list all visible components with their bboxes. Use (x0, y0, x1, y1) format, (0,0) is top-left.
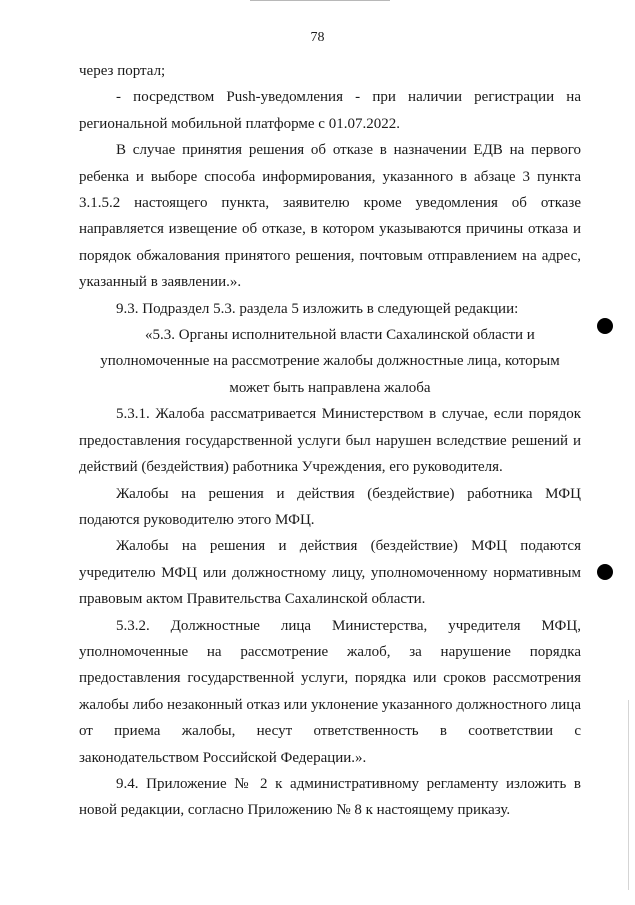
paragraph-portal: через портал; (79, 63, 166, 79)
document-body (79, 58, 581, 824)
hole-punch-mark (597, 318, 613, 334)
page-number: 78 (310, 30, 325, 45)
paragraph-9-3: 9.3. Подраздел 5.3. раздела 5 изложить в следующей редакции: (116, 300, 519, 317)
section-heading-line-2: уполномоченные на рассмотрение жалобы должностные лица, которым может быть направлена жалоба (100, 353, 560, 396)
scan-artifact-right (628, 700, 629, 890)
hole-punch-mark (597, 564, 613, 580)
paragraph-refusal-notice: В случае принятия решения об отказе в назначении ЕДВ на первого ребенка и выборе способа информирования, указанного в абзаце 3 пункта 3.1.5.2 настоящего пункта, заявителю кроме уведомления об отказе направляется извещение об отказе, в котором указываются причины отказа и порядок обжалования принятого решения, почтовым отправлением на адрес, указанный в заявлении.». (79, 142, 581, 291)
paragraph-5-3-2: 5.3.2. Должностные лица Министерства, учредителя МФЦ, уполномоченные на рассмотрение жалоб, за нарушение порядка предоставления государственной услуги, порядка или сроков рассмотрения жалобы либо незаконный отказ или уклонение указанного должностного лица от приема жалобы, несут ответственность в соответствии с законодательством Российской Федерации.». (79, 617, 581, 766)
section-heading-line-1: «5.3. Органы исполнительной власти Сахалинской области и (145, 327, 535, 344)
paragraph-5-3-1: 5.3.1. Жалоба рассматривается Министерством в случае, если порядок предоставления государственной услуги был нарушен вследствие решений и действий (бездействия) работника Учреждения, его руководителя. (79, 406, 581, 476)
paragraph-mfc-worker-complaints: Жалобы на решения и действия (бездействие) работника МФЦ подаются руководителю этого МФЦ. (79, 485, 581, 528)
paragraph-push-notification: - посредством Push-уведомления - при наличии регистрации на региональной мобильной платформе с 01.07.2022. (79, 89, 581, 132)
scan-artifact-top (250, 0, 390, 1)
paragraph-mfc-complaints: Жалобы на решения и действия (бездействие) МФЦ подаются учредителю МФЦ или должностному лицу, уполномоченному нормативным правовым актом Правительства Сахалинской области. (79, 538, 581, 608)
paragraph-9-4: 9.4. Приложение № 2 к административному регламенту изложить в новой редакции, согласно Приложению № 8 к настоящему приказу. (79, 775, 581, 819)
